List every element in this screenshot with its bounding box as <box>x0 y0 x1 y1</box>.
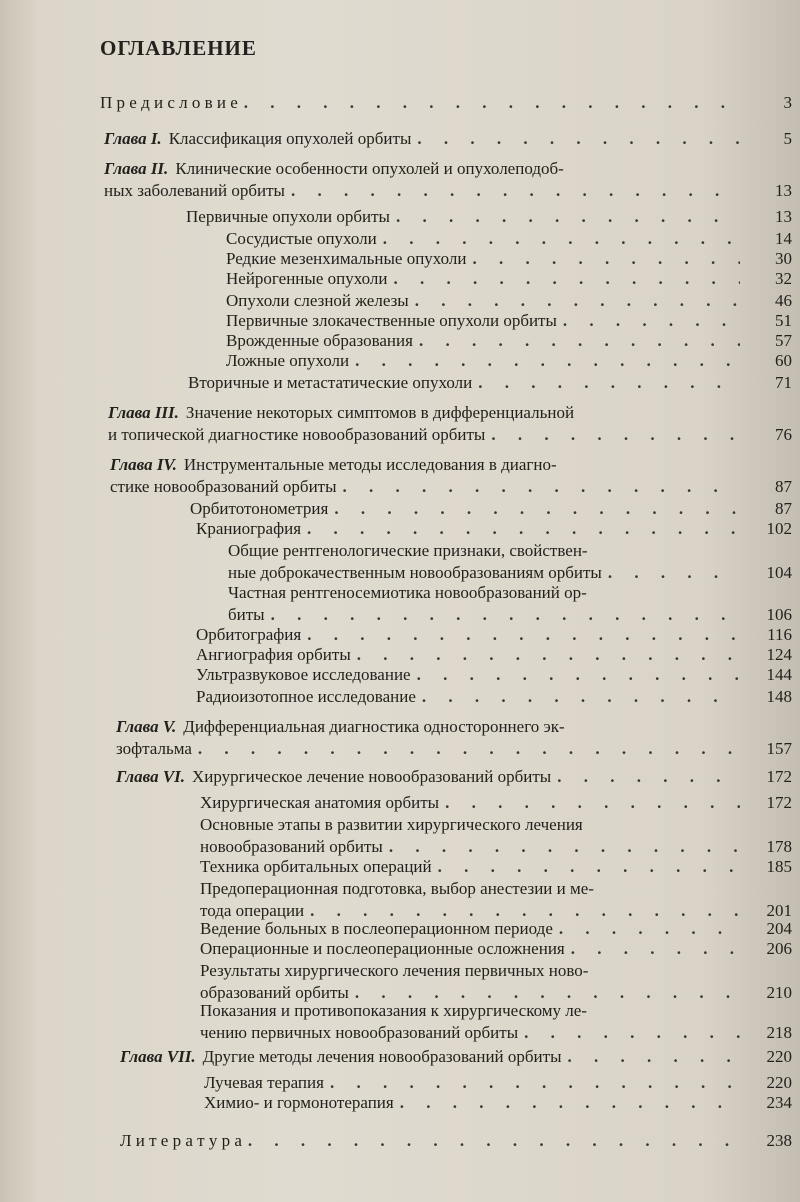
dot-leader <box>387 268 740 290</box>
toc-entry-title: Врожденные образования <box>226 331 413 350</box>
chapter-label: Глава VII. <box>120 1047 196 1066</box>
toc-entry-line <box>100 92 740 114</box>
toc-page-number: 60 <box>775 351 792 370</box>
toc-page-number: 102 <box>766 519 792 538</box>
toc-entry-title: Химио- и гормонотерапия <box>204 1093 394 1112</box>
toc-entry-line-continued <box>104 158 740 180</box>
toc-entry-title: Л и т е р а т у р а <box>120 1131 242 1150</box>
toc-entry-title: Дифференциальная диагностика одностороннего эк- <box>183 717 565 736</box>
toc-page-number: 30 <box>775 249 792 268</box>
toc-entry-line <box>226 228 740 250</box>
toc-entry-line <box>196 518 740 540</box>
dot-leader <box>377 228 740 250</box>
toc-entry-title: Инструментальные методы исследования в диагно- <box>183 455 557 474</box>
toc-entry-line-continued <box>228 582 740 604</box>
toc-entry-line <box>200 792 740 814</box>
toc-entry-line <box>200 938 740 960</box>
toc-entry-title: Операционные и послеоперационные осложнения <box>200 939 565 958</box>
dot-leader <box>349 350 740 372</box>
dot-leader <box>351 644 740 666</box>
toc-entry-line <box>120 1130 740 1152</box>
toc-entry-line <box>116 738 740 760</box>
toc-entry-line <box>200 856 740 878</box>
toc-page-number: 218 <box>766 1023 792 1042</box>
toc-page-number: 220 <box>766 1047 792 1066</box>
toc-entry-line <box>228 562 740 584</box>
toc-entry-line-continued <box>200 878 740 900</box>
dot-leader <box>416 686 740 708</box>
dot-leader <box>301 624 740 646</box>
toc-page-number: 148 <box>766 687 792 706</box>
toc-entry-line <box>226 350 740 372</box>
dot-leader <box>553 918 740 940</box>
toc-page-number: 124 <box>766 645 792 664</box>
dot-leader <box>390 206 740 228</box>
toc-page-number: 3 <box>783 93 792 112</box>
toc-entry-title: Сосудистые опухоли <box>226 229 377 248</box>
toc-entry-title: Орбитография <box>196 625 302 644</box>
toc-entry-line <box>226 330 740 352</box>
toc-entry-title: Техника орбитальных операций <box>200 857 432 876</box>
toc-page-number: 104 <box>766 563 792 582</box>
toc-page-number: 157 <box>766 739 792 758</box>
toc-entry-title: Орбитотонометрия <box>190 499 329 518</box>
toc-entry-title: стике новообразований орбиты <box>110 477 337 496</box>
toc-entry-line <box>188 372 740 394</box>
toc-page-number: 32 <box>775 269 792 288</box>
toc-entry-line <box>226 290 740 312</box>
toc-entry-title: Ультразвуковое исследование <box>196 665 411 684</box>
toc-entry-title: Классификация опухолей орбиты <box>168 129 412 148</box>
dot-leader <box>409 290 740 312</box>
toc-entry-title: Лучевая терапия <box>204 1073 324 1092</box>
dot-leader <box>411 128 740 150</box>
toc-entry-title: Хирургическая анатомия орбиты <box>200 793 440 812</box>
dot-leader <box>242 1130 740 1152</box>
toc-entry-line <box>186 206 740 228</box>
toc-entry-line <box>110 476 740 498</box>
dot-leader <box>301 518 740 540</box>
dot-leader <box>265 604 740 626</box>
toc-page-number: 210 <box>766 983 792 1002</box>
toc-entry-line <box>120 1046 740 1068</box>
toc-entry-title: Вторичные и метастатические опухоли <box>188 373 473 392</box>
toc-entry-title: биты <box>228 605 265 624</box>
dot-leader <box>285 180 740 202</box>
dot-leader <box>557 310 740 332</box>
toc-page-number: 144 <box>766 665 792 684</box>
toc-entry-title: Результаты хирургического лечения первичных ново- <box>200 961 589 980</box>
toc-page-number: 178 <box>766 837 792 856</box>
toc-page-number: 71 <box>775 373 792 392</box>
toc-page-number: 234 <box>766 1093 792 1112</box>
toc-entry-title: Ведение больных в послеоперационном периоде <box>200 919 553 938</box>
toc-entry-line <box>200 918 740 940</box>
toc-page-number: 201 <box>766 901 792 920</box>
dot-leader <box>413 330 740 352</box>
toc-page-number: 238 <box>766 1131 792 1150</box>
toc-page-number: 106 <box>766 605 792 624</box>
dot-leader <box>192 738 740 760</box>
toc-entry-line-continued <box>116 716 740 738</box>
toc-entry-title: Ложные опухоли <box>226 351 350 370</box>
dot-leader <box>562 1046 741 1068</box>
dot-leader <box>518 1022 740 1044</box>
toc-page-number: 172 <box>766 793 792 812</box>
dot-leader <box>238 92 740 114</box>
dot-leader <box>565 938 740 960</box>
dot-leader <box>485 424 740 446</box>
toc-entry-line <box>116 766 740 788</box>
toc-entry-line <box>196 624 740 646</box>
toc-entry-title: Клинические особенности опухолей и опухолеподоб- <box>175 159 564 178</box>
toc-entry-line <box>196 644 740 666</box>
toc-page-number: 51 <box>775 311 792 330</box>
dot-leader <box>551 766 740 788</box>
dot-leader <box>324 1072 740 1094</box>
dot-leader <box>472 372 740 394</box>
toc-entry-title: Показания и противопоказания к хирургическому ле- <box>200 1001 587 1020</box>
toc-entry-line-continued <box>108 402 740 424</box>
toc-entry-line-continued <box>228 540 740 562</box>
toc-entry-title: Другие методы лечения новообразований орбиты <box>202 1047 562 1066</box>
toc-entry-line <box>226 268 740 290</box>
dot-leader <box>383 836 740 858</box>
toc-page-number: 87 <box>775 477 792 496</box>
chapter-label: Глава V. <box>116 717 177 736</box>
toc-page-number: 172 <box>766 767 792 786</box>
toc-entry-line-continued <box>200 814 740 836</box>
dot-leader <box>411 664 740 686</box>
toc-page-number: 13 <box>775 207 792 226</box>
dot-leader <box>337 476 740 498</box>
toc-entry-title: ных заболеваний орбиты <box>104 181 285 200</box>
toc-entry-title: Ангиография орбиты <box>196 645 351 664</box>
toc-entry-line <box>196 686 740 708</box>
toc-entry-title: Общие рентгенологические признаки, свойствен- <box>228 541 588 560</box>
toc-entry-line <box>108 424 740 446</box>
chapter-label: Глава III. <box>108 403 179 422</box>
chapter-label: Глава II. <box>104 159 169 178</box>
toc-page-number: 14 <box>775 229 792 248</box>
toc-entry-title: ные доброкачественным новообразованиям орбиты <box>228 563 602 582</box>
toc-entry-title: Опухоли слезной железы <box>226 291 409 310</box>
toc-entry-title: Краниография <box>196 519 302 538</box>
chapter-label: Глава I. <box>104 129 162 148</box>
toc-entry-title: Радиоизотопное исследование <box>196 687 416 706</box>
toc-entry-title: Первичные опухоли орбиты <box>186 207 390 226</box>
chapter-label: Глава IV. <box>110 455 177 474</box>
toc-entry-title: Предоперационная подготовка, выбор анестезии и ме- <box>200 879 594 898</box>
toc-entry-line <box>104 180 740 202</box>
toc-page-number: 87 <box>775 499 792 518</box>
dot-leader <box>467 248 740 270</box>
toc-entry-line-continued <box>200 1000 740 1022</box>
toc-page-number: 13 <box>775 181 792 200</box>
toc-entry-line <box>204 1072 740 1094</box>
toc-entry-title: тода операции <box>200 901 305 920</box>
toc-entry-title: чению первичных новообразований орбиты <box>200 1023 519 1042</box>
toc-entry-line-continued <box>110 454 740 476</box>
toc-entry-title: Основные этапы в развитии хирургического лечения <box>200 815 583 834</box>
chapter-label: Глава VI. <box>116 767 186 786</box>
toc-entry-title: Частная рентгеносемиотика новообразований ор- <box>228 583 587 602</box>
toc-entry-line <box>200 836 740 858</box>
toc-entry-title: новообразований орбиты <box>200 837 383 856</box>
toc-entry-title: образований орбиты <box>200 983 349 1002</box>
page-title: ОГЛАВЛЕНИЕ <box>100 36 257 60</box>
toc-entry-line <box>200 1022 740 1044</box>
dot-leader <box>439 792 740 814</box>
toc-entry-line <box>228 604 740 626</box>
toc-entry-line-continued <box>200 960 740 982</box>
toc-entry-title: и топической диагностике новообразований орбиты <box>108 425 486 444</box>
toc-entry-title: Первичные злокачественные опухоли орбиты <box>226 311 557 330</box>
toc-entry-title: П р е д и с л о в и е <box>100 93 238 112</box>
toc-entry-title: Значение некоторых симптомов в дифференциальной <box>185 403 575 422</box>
toc-page-number: 46 <box>775 291 792 310</box>
toc-entry-title: Редкие мезенхимальные опухоли <box>226 249 467 268</box>
toc-page-number: 206 <box>766 939 792 958</box>
toc-entry-line <box>104 128 740 150</box>
toc-entry-title: Хирургическое лечение новообразований орбиты <box>192 767 552 786</box>
dot-leader <box>394 1092 740 1114</box>
toc-entry-line <box>196 664 740 686</box>
dot-leader <box>602 562 740 584</box>
toc-entry-line <box>226 248 740 270</box>
toc-entry-line <box>204 1092 740 1114</box>
dot-leader <box>328 498 740 520</box>
toc-page-number: 204 <box>766 919 792 938</box>
toc-entry-title: зофтальма <box>116 739 192 758</box>
toc-page-number: 185 <box>766 857 792 876</box>
toc-page-number: 116 <box>767 625 792 644</box>
toc-entry-line <box>226 310 740 332</box>
toc-page-number: 57 <box>775 331 792 350</box>
toc-entry-title: Нейрогенные опухоли <box>226 269 388 288</box>
toc-page-number: 220 <box>766 1073 792 1092</box>
toc-entry-line <box>190 498 740 520</box>
dot-leader <box>432 856 740 878</box>
toc-page-number: 76 <box>775 425 792 444</box>
toc-page-number: 5 <box>783 129 792 148</box>
